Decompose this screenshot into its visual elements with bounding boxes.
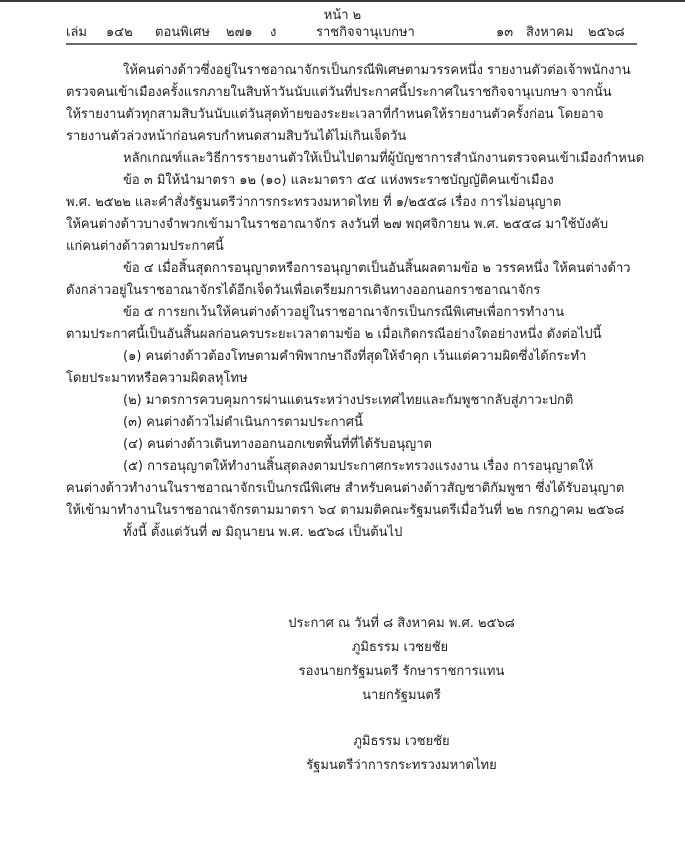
clause-3-line: แก่คนต่างด้าวตามประกาศนี้	[66, 239, 224, 254]
subclause-1-line: โดยประมาทหรือความผิดลหุโทษ	[66, 371, 248, 386]
signer-title-2: นายกรัฐมนตรี	[362, 688, 441, 703]
paragraph-line: ให้คนต่างด้าวซึ่งอยู่ในราชอาณาจักรเป็นกรณีพิเศษตามวรรคหนึ่ง รายงานตัวต่อเจ้าพนักงาน	[123, 63, 631, 78]
volume-label: เล่ม	[66, 25, 87, 40]
header-rule	[66, 43, 637, 45]
top-border	[0, 0, 685, 2]
subclause-5-line: (๕) การอนุญาตให้ทำงานสิ้นสุดลงตามประกาศกระทรวงแรงงาน เรื่อง การอนุญาตให้	[123, 459, 594, 474]
subclause-5-line: คนต่างด้าวทำงานในราชอาณาจักรเป็นกรณีพิเศษ สำหรับคนต่างด้าวสัญชาติกัมพูชา ซึ่งได้รับอนุญาต	[66, 481, 625, 496]
announcement-date: ประกาศ ณ วันที่ ๘ สิงหาคม พ.ศ. ๒๕๖๘	[288, 616, 515, 631]
paragraph-line: รายงานตัวล่วงหน้าก่อนครบกำหนดสามสิบวันได้ไม่เกินเจ็ดวัน	[66, 129, 407, 144]
signature-block-2	[0, 730, 685, 778]
subclause-5-line: ให้เข้ามาทำงานในราชอาณาจักรตามมาตรา ๖๔ ตามมติคณะรัฐมนตรีเมื่อวันที่ ๒๒ กรกฎาคม ๒๕๖๘	[66, 503, 625, 518]
subclause-2-line: (๒) มาตรการควบคุมการผ่านแดนระหว่างประเทศไทยและกัมพูชากลับสู่ภาวะปกติ	[123, 393, 574, 408]
signature-block-1	[0, 612, 685, 708]
clause-3-line: พ.ศ. ๒๕๒๒ และคำสั่งรัฐมนตรีว่าการกระทรวงมหาดไทย ที่ ๑/๒๕๕๘ เรื่อง การไม่อนุญาต	[66, 195, 562, 210]
clause-5-line: ข้อ ๕ การยกเว้นให้คนต่างด้าวอยู่ในราชอาณาจักรเป็นกรณีพิเศษเพื่อการทำงาน	[123, 305, 565, 320]
date-month: สิงหาคม	[526, 25, 574, 40]
date-year: ๒๕๖๘	[588, 25, 625, 40]
paragraph-line: ให้รายงานตัวทุกสามสิบวันนับแต่วันสุดท้ายของระยะเวลาที่กำหนดให้รายงานตัวครั้งก่อน โดยอาจ	[66, 107, 604, 122]
signer-title: รองนายกรัฐมนตรี รักษาราชการแทน	[298, 664, 505, 679]
clause-4-line: ดังกล่าวอยู่ในราชอาณาจักรได้อีกเจ็ดวันเพื่อเตรียมการเดินทางออกนอกราชอาณาจักร	[66, 283, 541, 298]
section-number: ๒๗๑	[226, 25, 253, 40]
section-letter: ง	[270, 25, 277, 40]
paragraph-line: หลักเกณฑ์และวิธีการรายงานตัวให้เป็นไปตามที่ผู้บัญชาการสำนักงานตรวจคนเข้าเมืองกำหนด	[123, 151, 645, 166]
date-day: ๑๓	[496, 25, 514, 40]
page-number: หน้า ๒	[323, 8, 362, 23]
volume-number: ๑๔๒	[106, 25, 133, 40]
section-label: ตอนพิเศษ	[155, 25, 210, 40]
subclause-4-line: (๔) คนต่างด้าวเดินทางออกนอกเขตพื้นที่ที่ได้รับอนุญาต	[123, 437, 432, 452]
clause-3-line: ให้คนต่างด้าวบางจำพวกเข้ามาในราชอาณาจักร ลงวันที่ ๒๗ พฤศจิกายน พ.ศ. ๒๕๕๘ มาใช้บังคับ	[66, 217, 609, 232]
effective-date-line: ทั้งนี้ ตั้งแต่วันที่ ๗ มิถุนายน พ.ศ. ๒๕๖๘ เป็นต้นไป	[123, 525, 403, 540]
document-body	[66, 60, 645, 544]
subclause-3-line: (๓) คนต่างด้าวไม่ดำเนินการตามประกาศนี้	[123, 415, 363, 430]
signer-name: ภูมิธรรม เวชยชัย	[353, 734, 450, 749]
gazette-title: ราชกิจจานุเบกษา	[316, 25, 415, 40]
clause-3-line: ข้อ ๓ มิให้นำมาตรา ๑๒ (๑๐) และมาตรา ๕๔ แห่งพระราชบัญญัติคนเข้าเมือง	[123, 173, 554, 188]
gazette-header	[66, 21, 637, 41]
subclause-1-line: (๑) คนต่างด้าวต้องโทษตามคำพิพากษาถึงที่สุดให้จำคุก เว้นแต่ความผิดซึ่งได้กระทำ	[123, 349, 587, 364]
signer-title: รัฐมนตรีว่าการกระทรวงมหาดไทย	[306, 758, 497, 773]
clause-5-line: ตามประกาศนี้เป็นอันสิ้นผลก่อนครบระยะเวลาตามข้อ ๒ เมื่อเกิดกรณีอย่างใดอย่างหนึ่ง ดังต่อไปนี้	[66, 327, 602, 342]
paragraph-line: ตรวจคนเข้าเมืองครั้งแรกภายในสิบห้าวันนับแต่วันที่ประกาศนี้ประกาศในราชกิจจานุเบกษา จากนั้น	[66, 85, 612, 100]
clause-4-line: ข้อ ๔ เมื่อสิ้นสุดการอนุญาตหรือการอนุญาตเป็นอันสิ้นผลตามข้อ ๒ วรรคหนึ่ง ให้คนต่างด้าว	[123, 261, 631, 276]
signer-name: ภูมิธรรม เวชยชัย	[351, 640, 449, 655]
